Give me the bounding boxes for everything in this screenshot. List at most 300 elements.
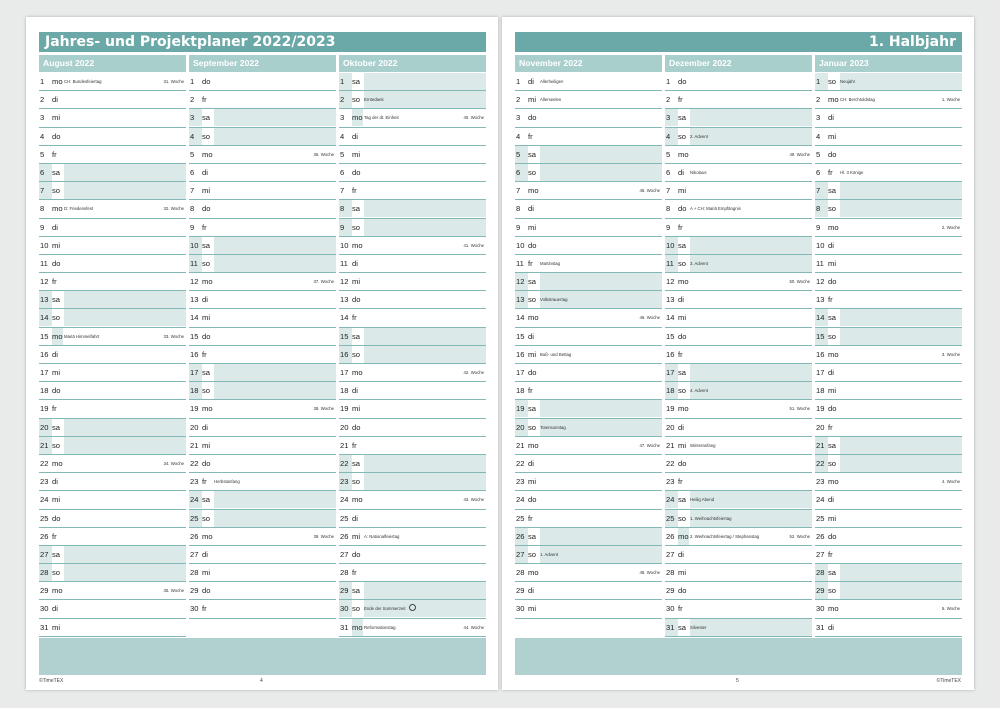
day-number: 20	[39, 419, 52, 436]
holiday-note	[690, 164, 706, 181]
weekday-label: mi	[52, 368, 61, 377]
weekend-shading	[364, 219, 486, 236]
day-row	[189, 91, 336, 109]
day-list	[665, 73, 812, 637]
weekday-label: mi	[352, 531, 361, 541]
weekday-label: so	[678, 386, 687, 396]
weekday-label: mo	[202, 404, 213, 414]
day-row	[39, 109, 186, 127]
day-row	[339, 582, 486, 600]
weekday-label: fr	[678, 604, 683, 614]
day-number: 5	[340, 149, 345, 159]
weekend-shading	[214, 510, 336, 527]
day-number: 24	[665, 491, 678, 508]
day-row	[189, 419, 336, 437]
weekday-label: do	[202, 204, 211, 214]
day-number: 25	[189, 510, 202, 527]
day-number: 25	[665, 510, 678, 527]
day-number: 20	[816, 422, 825, 432]
day-row	[515, 528, 662, 546]
day-number: 14	[815, 309, 828, 326]
week-number: 2. Woche	[941, 224, 960, 230]
weekday-label: sa	[52, 549, 61, 559]
day-number: 29	[339, 582, 352, 599]
day-number: 27	[515, 546, 528, 563]
month-column	[665, 55, 812, 637]
left-page	[26, 17, 498, 690]
day-number: 11	[189, 255, 202, 272]
day-number: 21	[340, 440, 349, 450]
day-row	[665, 400, 812, 418]
day-number: 14	[666, 313, 675, 323]
copyright: ©TimeTEX	[39, 678, 64, 684]
day-number: 5	[40, 149, 45, 159]
copyright: ©TimeTEX	[936, 678, 961, 684]
day-number: 7	[190, 186, 195, 196]
page-title: Jahres- und Projektplaner 2022/2023	[39, 32, 486, 52]
day-row	[189, 510, 336, 528]
day-row	[339, 328, 486, 346]
weekday-label: di	[678, 295, 684, 305]
weekday-label: fr	[678, 477, 683, 487]
day-number: 24	[516, 495, 525, 505]
holiday-note-text: A + CH: Mariä Empfängnis	[690, 206, 741, 212]
weekday-label: fr	[52, 404, 57, 414]
day-list	[339, 73, 486, 637]
day-number: 2	[339, 91, 352, 108]
day-row	[39, 600, 186, 618]
day-row	[189, 309, 336, 327]
day-row	[665, 73, 812, 91]
day-number: 23	[339, 473, 352, 490]
weekend-shading	[64, 437, 186, 454]
weekend-shading	[214, 382, 336, 399]
weekday-label: do	[202, 77, 211, 86]
day-row	[39, 128, 186, 146]
holiday-note	[64, 328, 99, 345]
day-row	[665, 619, 812, 637]
day-row	[39, 328, 186, 346]
week-number: 43. Woche	[463, 497, 484, 503]
day-number: 30	[339, 600, 352, 617]
day-number: 12	[190, 277, 199, 287]
day-number: 12	[40, 277, 49, 287]
day-number: 15	[666, 331, 675, 341]
weekday-label: di	[828, 240, 834, 250]
day-row	[189, 200, 336, 218]
weekend-shading	[540, 528, 662, 545]
day-number: 1	[815, 73, 828, 90]
month-header: August 2022	[39, 55, 186, 72]
day-row	[515, 200, 662, 218]
holiday-note	[364, 528, 399, 545]
weekend-shading	[214, 255, 336, 272]
day-number: 27	[340, 549, 349, 559]
week-number: 36. Woche	[313, 151, 334, 157]
day-number: 7	[340, 186, 345, 196]
day-number: 27	[666, 549, 675, 559]
day-number: 18	[340, 386, 349, 396]
weekday-label: so	[202, 258, 211, 268]
week-number: 33. Woche	[163, 333, 184, 339]
weekday-label: do	[52, 513, 61, 523]
weekday-label: fr	[202, 477, 207, 487]
holiday-note-text: Neujahr	[840, 79, 856, 84]
weekday-label: mi	[202, 313, 211, 323]
week-number: 49. Woche	[789, 151, 810, 157]
day-number: 13	[190, 295, 199, 305]
week-number: 32. Woche	[163, 206, 184, 212]
day-row	[515, 182, 662, 200]
day-row	[339, 455, 486, 473]
weekday-label: so	[52, 186, 61, 196]
weekday-label: di	[52, 95, 58, 105]
weekday-label: do	[352, 295, 361, 305]
weekday-label: sa	[202, 240, 211, 250]
day-row	[665, 437, 812, 455]
weekday-label: mo	[52, 586, 63, 596]
day-row	[39, 455, 186, 473]
week-number: 44. Woche	[463, 624, 484, 630]
weekday-label: sa	[828, 186, 837, 196]
day-row	[189, 146, 336, 164]
day-row	[39, 73, 186, 91]
day-number: 26	[40, 531, 49, 541]
holiday-note	[840, 164, 863, 181]
day-row	[339, 510, 486, 528]
day-number: 3	[516, 113, 521, 123]
day-row	[39, 382, 186, 400]
day-number: 29	[516, 586, 525, 596]
weekday-label: mi	[528, 477, 537, 487]
day-row	[189, 546, 336, 564]
weekend-shading	[364, 346, 486, 363]
day-row	[339, 219, 486, 237]
week-number: 35. Woche	[163, 588, 184, 594]
day-number: 6	[515, 164, 528, 181]
day-number: 17	[816, 368, 825, 377]
weekday-label: di	[202, 167, 208, 177]
weekend-shading	[540, 164, 662, 181]
weekday-label: so	[52, 313, 61, 323]
week-number: 45. Woche	[639, 188, 660, 194]
right-page	[502, 17, 974, 690]
weekend-shading	[690, 364, 812, 381]
weekend-shading	[690, 237, 812, 254]
weekend-shading	[64, 182, 186, 199]
weekend-shading	[64, 291, 186, 308]
weekend-shading	[364, 328, 486, 345]
day-row	[189, 346, 336, 364]
weekday-label: mi	[202, 440, 211, 450]
week-number: 31. Woche	[163, 79, 184, 84]
holiday-note	[540, 73, 563, 90]
day-row	[189, 400, 336, 418]
day-number: 18	[516, 386, 525, 396]
weekday-label: fr	[52, 531, 57, 541]
holiday-note	[690, 619, 706, 636]
weekday-label: sa	[528, 277, 537, 287]
day-number: 23	[516, 477, 525, 487]
day-row	[665, 546, 812, 564]
day-number: 5	[666, 149, 671, 159]
day-number: 23	[40, 477, 49, 487]
day-number: 10	[189, 237, 202, 254]
day-row	[515, 146, 662, 164]
day-row	[339, 419, 486, 437]
day-number: 27	[39, 546, 52, 563]
weekday-label: so	[52, 440, 61, 450]
weekend-shading	[840, 455, 962, 472]
day-row	[189, 164, 336, 182]
holiday-note-text: CH: Berchtoldstag	[840, 97, 875, 103]
day-row	[515, 491, 662, 509]
day-number: 1	[40, 77, 45, 86]
weekday-label: fr	[828, 167, 833, 177]
day-row	[339, 146, 486, 164]
day-row	[815, 219, 962, 237]
holiday-note	[64, 73, 102, 90]
day-row	[515, 564, 662, 582]
weekday-label: mi	[678, 186, 687, 196]
day-row	[665, 491, 812, 509]
weekday-label: fr	[352, 440, 357, 450]
weekend-shading	[64, 164, 186, 181]
weekday-label: di	[202, 295, 208, 305]
holiday-note-text: 2. Weihnachtsfeiertag / Stephanstag	[690, 533, 760, 539]
weekday-label: mi	[678, 568, 687, 578]
holiday-note-text: Tag der dt. Einheit	[364, 115, 399, 121]
day-row	[339, 600, 486, 618]
day-row	[515, 346, 662, 364]
day-number: 2	[816, 95, 821, 105]
week-number: 38. Woche	[313, 406, 334, 412]
weekend-shading	[840, 309, 962, 326]
weekend-shading	[214, 109, 336, 126]
weekday-label: mo	[828, 349, 839, 359]
day-number: 3	[340, 113, 345, 123]
day-row	[515, 328, 662, 346]
day-row	[665, 328, 812, 346]
weekday-label: fr	[202, 95, 207, 105]
weekday-label: fr	[202, 349, 207, 359]
weekday-label: do	[678, 204, 687, 214]
day-number: 21	[516, 440, 525, 450]
day-row	[189, 455, 336, 473]
weekday-label: sa	[202, 368, 211, 377]
day-row	[339, 182, 486, 200]
holiday-note-text: Martinstag	[540, 260, 561, 266]
day-row	[515, 255, 662, 273]
day-row	[339, 491, 486, 509]
weekday-label: sa	[678, 622, 687, 632]
day-row	[339, 382, 486, 400]
day-row	[189, 273, 336, 291]
day-number: 4	[665, 128, 678, 145]
weekday-label: di	[828, 113, 834, 123]
page-title: 1. Halbjahr	[515, 32, 962, 52]
day-number: 4	[340, 131, 345, 141]
page-number: 4	[260, 678, 263, 684]
weekday-label: mi	[352, 149, 361, 159]
day-row	[815, 273, 962, 291]
weekday-label: mo	[202, 149, 213, 159]
weekday-label: mo	[352, 368, 363, 377]
day-row	[339, 528, 486, 546]
day-number: 26	[190, 531, 199, 541]
day-row	[815, 255, 962, 273]
holiday-note-text: Volkstrauertag	[540, 297, 568, 303]
weekday-label: fr	[352, 186, 357, 196]
holiday-note-text: Totensonntag	[540, 424, 566, 430]
day-number: 15	[516, 331, 525, 341]
day-number: 1	[190, 77, 195, 86]
weekend-shading	[840, 564, 962, 581]
holiday-note	[690, 255, 708, 272]
day-row	[515, 237, 662, 255]
day-row	[39, 364, 186, 382]
holiday-note	[364, 109, 399, 126]
day-number: 7	[666, 186, 671, 196]
day-row	[515, 473, 662, 491]
day-number: 12	[666, 277, 675, 287]
weekday-label: fr	[202, 222, 207, 232]
day-row	[39, 91, 186, 109]
holiday-note	[690, 510, 731, 527]
weekend-shading	[364, 455, 486, 472]
weekday-label: sa	[678, 113, 687, 123]
week-number: 37. Woche	[313, 279, 334, 285]
holiday-note	[840, 73, 855, 90]
weekday-label: do	[828, 277, 837, 287]
day-number: 14	[340, 313, 349, 323]
day-row	[515, 400, 662, 418]
weekday-label: mo	[828, 222, 839, 232]
day-row	[815, 346, 962, 364]
weekday-label: do	[202, 586, 211, 596]
weekday-label: mo	[528, 313, 539, 323]
day-row	[339, 346, 486, 364]
day-number: 13	[816, 295, 825, 305]
weekend-shading	[64, 564, 186, 581]
day-row	[39, 491, 186, 509]
day-number: 21	[815, 437, 828, 454]
day-number: 6	[816, 167, 821, 177]
weekday-label: mo	[202, 277, 213, 287]
weekday-label: di	[828, 622, 834, 632]
day-row	[339, 473, 486, 491]
weekday-label: fr	[678, 95, 683, 105]
day-row	[815, 91, 962, 109]
weekday-label: mo	[352, 240, 363, 250]
day-number: 6	[190, 167, 195, 177]
weekday-label: do	[528, 240, 537, 250]
day-number: 2	[666, 95, 671, 105]
day-row	[339, 309, 486, 327]
day-number: 24	[340, 495, 349, 505]
day-row	[515, 382, 662, 400]
weekday-label: do	[352, 167, 361, 177]
day-number: 20	[340, 422, 349, 432]
day-number: 7	[516, 186, 521, 196]
month-column	[815, 55, 962, 637]
holiday-note-text: Erntedank	[364, 97, 384, 103]
weekend-shading	[840, 182, 962, 199]
day-row	[39, 200, 186, 218]
day-number: 31	[40, 622, 49, 632]
holiday-note	[540, 91, 561, 108]
day-row	[815, 473, 962, 491]
day-number: 18	[40, 386, 49, 396]
weekday-label: so	[352, 95, 361, 105]
day-row	[815, 437, 962, 455]
weekend-shading	[214, 364, 336, 381]
day-row	[665, 600, 812, 618]
weekday-label: mo	[52, 328, 63, 345]
day-row	[665, 255, 812, 273]
day-number: 29	[40, 586, 49, 596]
day-number: 31	[340, 622, 349, 632]
weekday-label: do	[828, 531, 837, 541]
holiday-note-text: Nikolaus	[690, 169, 707, 175]
day-row	[189, 364, 336, 382]
holiday-note-text: Allerheiligen	[540, 79, 564, 84]
day-row	[339, 546, 486, 564]
weekend-shading	[840, 437, 962, 454]
day-number: 13	[340, 295, 349, 305]
weekday-label: mo	[828, 604, 839, 614]
day-row	[665, 182, 812, 200]
day-row	[665, 564, 812, 582]
day-number: 9	[516, 222, 521, 232]
day-number: 9	[339, 219, 352, 236]
weekday-label: di	[52, 222, 58, 232]
day-row	[665, 237, 812, 255]
day-number: 8	[40, 204, 45, 214]
day-row	[665, 382, 812, 400]
day-number: 1	[666, 77, 671, 86]
weekday-label: sa	[352, 204, 361, 214]
day-number: 19	[666, 404, 675, 414]
weekday-label: mo	[678, 149, 689, 159]
weekday-label: do	[678, 331, 687, 341]
day-number: 28	[39, 564, 52, 581]
day-number: 13	[39, 291, 52, 308]
day-number: 11	[516, 258, 524, 268]
day-row	[39, 473, 186, 491]
day-row	[39, 619, 186, 637]
day-row	[39, 419, 186, 437]
day-number: 9	[190, 222, 195, 232]
weekday-label: mo	[828, 477, 839, 487]
weekday-label: di	[528, 458, 534, 468]
weekday-label: di	[352, 131, 358, 141]
day-row	[515, 546, 662, 564]
day-number: 11	[816, 258, 824, 268]
day-number: 3	[665, 109, 678, 126]
holiday-note	[840, 91, 875, 108]
day-number: 10	[40, 240, 49, 250]
week-number: 50. Woche	[789, 279, 810, 285]
day-row	[815, 582, 962, 600]
day-number: 10	[665, 237, 678, 254]
weekday-label: mi	[528, 349, 537, 359]
weekend-shading	[690, 128, 812, 145]
weekend-shading	[690, 255, 812, 272]
weekday-label: sa	[52, 422, 61, 432]
day-row	[339, 255, 486, 273]
day-number: 22	[339, 455, 352, 472]
